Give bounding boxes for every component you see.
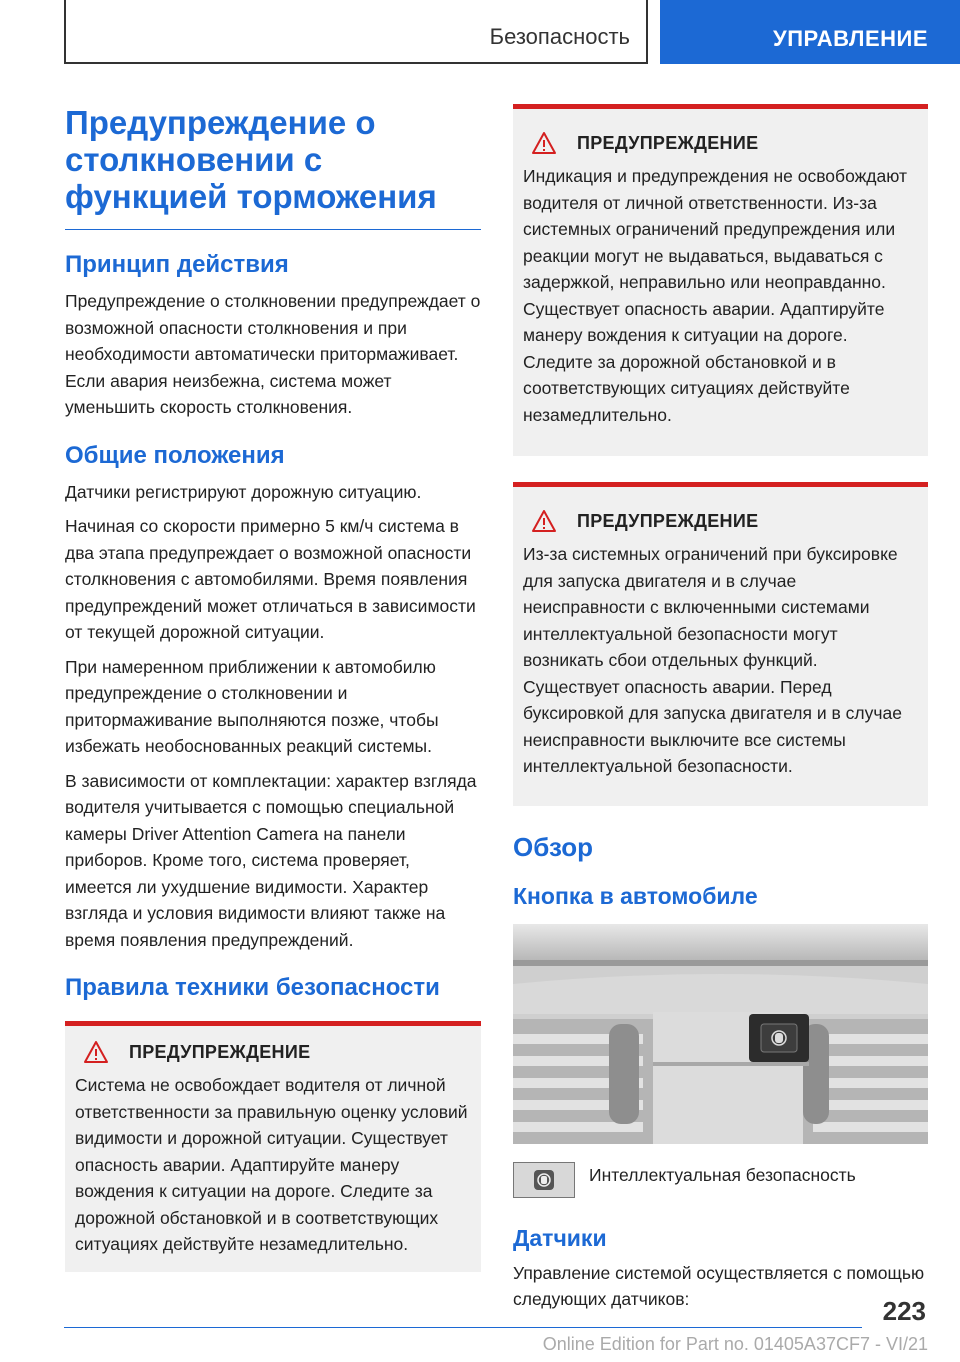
dashboard-button-photo [513, 924, 928, 1144]
header-section-title: Безопасность [489, 24, 630, 49]
footer-divider [64, 1327, 862, 1328]
header-chapter-tab [660, 0, 960, 64]
sensors-heading: Датчики [513, 1224, 607, 1251]
button-heading: Кнопка в автомобиле [513, 882, 758, 909]
warning-box-indication [513, 104, 928, 456]
intelligent-safety-button-icon [513, 1162, 575, 1198]
principle-heading: Принцип действия [65, 251, 289, 278]
page-title: Предупреждение о столкновении с функцией торможения [65, 104, 481, 230]
warning-title: ПРЕДУПРЕЖДЕНИЕ [129, 1041, 311, 1062]
warning-header [523, 131, 918, 155]
general-paragraph-3: При намеренном приближении к автомобилю предупреждение о столкновении и притормаживание выполняются позже, чтобы избежать необоснованных реакций системы. [65, 656, 439, 756]
warning-header [75, 1040, 471, 1064]
warning-triangle-icon [531, 131, 557, 155]
general-paragraph-1: Датчики регистрируют дорожную ситуацию. [65, 481, 422, 502]
warning-text: Из-за системных ограничений при буксировке для запуска двигателя и в случае неисправности с включенными системами интеллектуальной безопасности могут возникать сбои отдельных функций. Существует опасность аварии. Перед буксировкой для запуска двигателя и в случае неисправности выключите все системы интеллектуальной безопасности. [523, 544, 902, 776]
left-column [65, 104, 481, 1272]
warning-triangle-icon [531, 509, 557, 533]
legend-item [513, 1162, 928, 1198]
warning-header [523, 509, 918, 533]
page-number: 223 [882, 1296, 926, 1326]
header-chapter-title: УПРАВЛЕНИЕ [773, 26, 928, 51]
general-paragraph-2: Начиная со скорости примерно 5 км/ч система в два этапа предупреждает о возможной опасности столкновения с автомобилями. Время появления предупреждений может отличаться в зависимости от текущей дорожной ситуации. [65, 516, 476, 642]
header-section-box [64, 0, 648, 64]
general-heading: Общие положения [65, 441, 285, 469]
safety-heading: Правила техники безопасности [65, 974, 440, 1001]
warning-title: ПРЕДУПРЕЖДЕНИЕ [577, 132, 759, 153]
dashboard-photo-illustration [513, 924, 928, 1144]
warning-box-towing [513, 482, 928, 806]
footer-edition: Online Edition for Part no. 01405A37CF7 - VI/21 [542, 1334, 928, 1354]
right-column [513, 104, 928, 1321]
overview-heading: Обзор [513, 831, 593, 862]
warning-text: Индикация и предупреждения не освобождают водителя от личной ответственности. Из-за системных ограничений предупреждения или реакции могут не выдаваться, выдаваться с задержкой, неправильно или неоправданно. Существует опасность аварии. Адаптируйте манеру вождения к ситуации на дороге. Следите за дорожной обстановкой и в соответствующих ситуациях действуйте незамедлительно. [523, 166, 908, 425]
principle-text: Предупреждение о столкновении предупреждает о возможной опасности столкновения и при необходимости автоматически притормаживает. Если авария неизбежна, система может уменьшить скорость столкновения. [65, 291, 481, 417]
warning-triangle-icon [83, 1040, 109, 1064]
warning-title: ПРЕДУПРЕЖДЕНИЕ [577, 510, 759, 531]
warning-box-safety [65, 1021, 481, 1272]
legend-text: Интеллектуальная безопасность [589, 1164, 856, 1185]
general-paragraph-4: В зависимости от комплектации: характер взгляда водителя учитывается с помощью специальной камеры Driver Attention Camera на панели приборов. Кроме того, система проверяет, имеется ли ухудшение видимости. Характер взгляда и условия видимости влияют также на время появления предупреждений. [65, 770, 477, 950]
warning-text: Система не освобождает водителя от личной ответственности за правильную оценку условий видимости и дорожной ситуации. Существует опасность аварии. Адаптируйте манеру вождения к ситуации на дороге. Следите за дорожной обстановкой и в соответствующих ситуациях действуйте незамедлительно. [75, 1075, 468, 1254]
sensors-text: Управление системой осуществляется с помощью следующих датчиков: [513, 1262, 925, 1309]
